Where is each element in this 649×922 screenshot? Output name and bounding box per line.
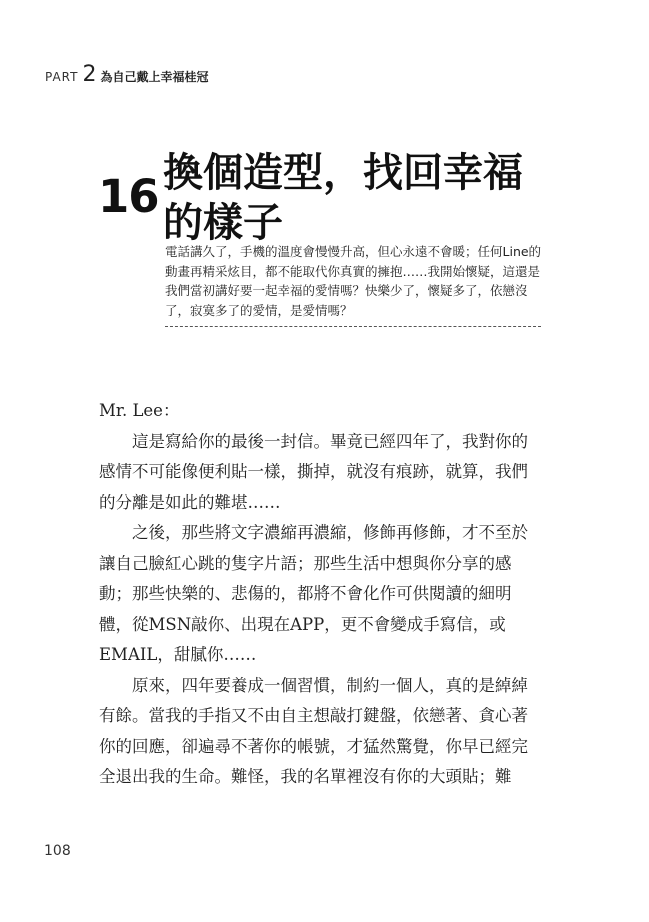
dashed-divider (165, 326, 541, 327)
part-number: 2 (82, 62, 97, 87)
body-text (99, 396, 540, 793)
body-line: 你的回應，卻遍尋不著你的帳號，才猛然驚覺，你早已經完 (99, 736, 528, 756)
chapter-summary (165, 242, 541, 320)
page-number: 108 (44, 843, 71, 859)
chapter-title-line: 換個造型，找回幸福 (163, 150, 523, 196)
body-line: EMAIL，甜膩你…… (99, 645, 257, 664)
part-label: PART (45, 70, 79, 84)
body-line: 全退出我的生命。難怪，我的名單裡沒有你的大頭貼；難 (99, 767, 512, 786)
body-line: Mr. Lee： (99, 401, 180, 420)
chapter-number: 16 (98, 170, 159, 223)
summary-line: 動畫再精采炫目，都不能取代你真實的擁抱……我開始懷疑，這還是 (165, 263, 541, 279)
body-line: 之後，那些將文字濃縮再濃縮，修飾再修飾，才不至於 (99, 523, 528, 542)
chapter-title-line: 的樣子 (163, 200, 283, 246)
summary-line: 我們當初講好要一起幸福的愛情嗎？快樂少了，懷疑多了，依戀沒 (165, 283, 528, 298)
body-line: 的分離是如此的難堪…… (99, 492, 281, 512)
body-line: 感情不可能像便利貼一樣，撕掉，就沒有痕跡，就算，我們 (99, 462, 528, 481)
running-header (45, 62, 209, 87)
chapter-title (163, 148, 563, 248)
summary-line: 了，寂寞多了的愛情，是愛情嗎？ (165, 302, 353, 318)
body-line: 有餘。當我的手指又不由自主想敲打鍵盤，依戀著、貪心著 (99, 706, 528, 725)
body-line: 這是寫給你的最後一封信。畢竟已經四年了，我對你的 (99, 431, 528, 451)
body-line: 動；那些快樂的、悲傷的，都將不會化作可供閱讀的細明 (99, 584, 512, 603)
body-line: 原來，四年要養成一個習慣，制約一個人，真的是綽綽 (99, 675, 528, 695)
part-title: 為自己戴上幸福桂冠 (100, 70, 209, 84)
body-line: 讓自己臉紅心跳的隻字片語；那些生活中想與你分享的感 (99, 553, 512, 573)
body-line: 體，從MSN敲你、出現在APP，更不會變成手寫信，或 (99, 614, 506, 634)
summary-line: 電話講久了，手機的溫度會慢慢升高，但心永遠不會暖；任何Line的 (165, 244, 541, 259)
